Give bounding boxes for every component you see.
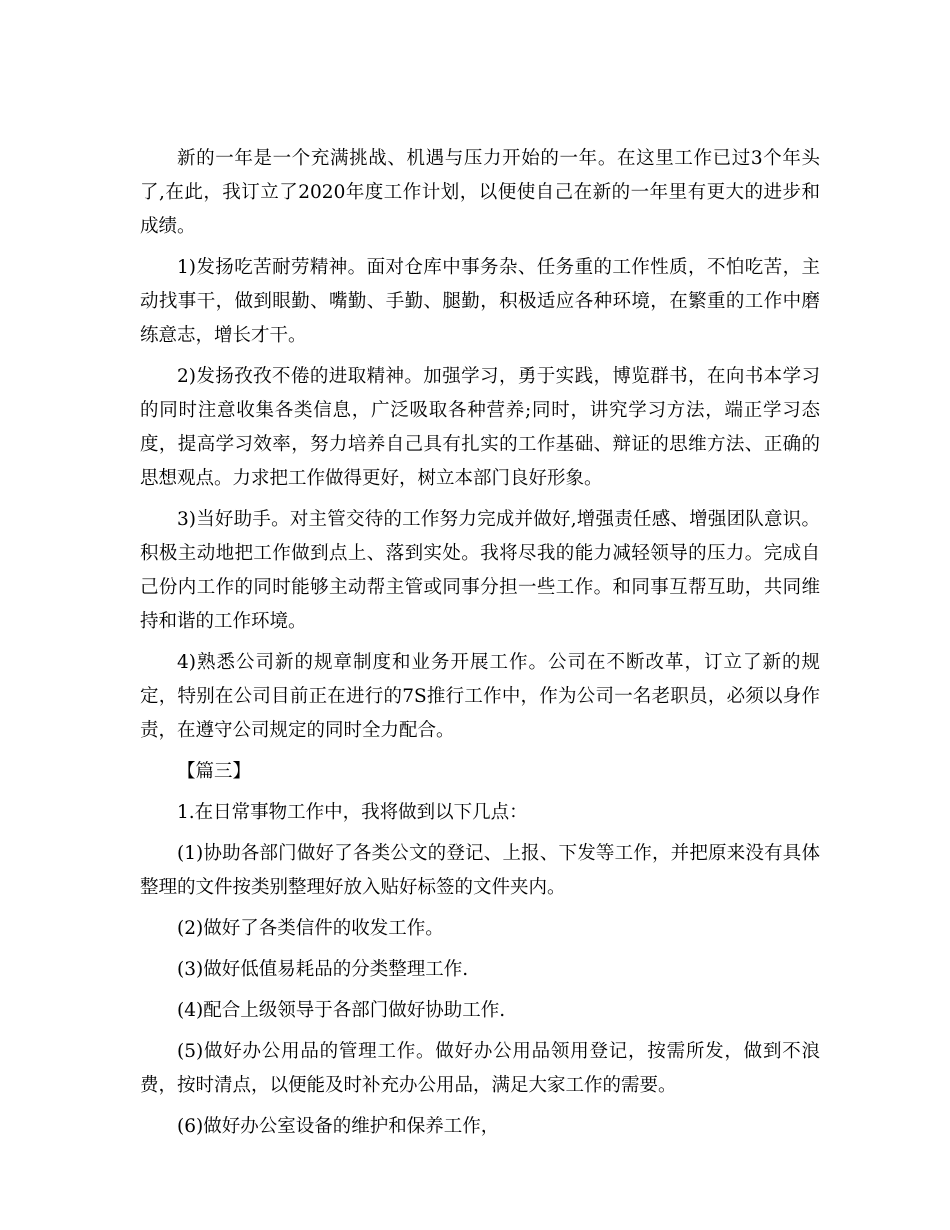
section-heading: 【篇三】 xyxy=(177,761,252,782)
paragraph-item-3: 3)当好助手。对主管交待的工作努力完成并做好,增强责任感、增强团队意识。积极主动地把工作做到点上、落到实处。我将尽我的能力减轻领导的压力。完成自己份内工作的同时能够主动帮主管或同事分担一些工作。和同事互帮互助，共同维持和谐的工作环境。 xyxy=(140,509,820,632)
paragraph-daily-work: 1.在日常事物工作中，我将做到以下几点： xyxy=(177,802,528,823)
paragraph-intro: 新的一年是一个充满挑战、机遇与压力开始的一年。在这里工作已过3个年头了,在此，我订立了2020年度工作计划，以便使自己在新的一年里有更大的进步和成绩。 xyxy=(140,148,820,237)
list-item-1: (1)协助各部门做好了各类公文的登记、上报、下发等工作，并把原来没有具体整理的文件按类别整理好放入贴好标签的文件夹内。 xyxy=(140,843,820,898)
list-item-5: (5)做好办公用品的管理工作。做好办公用品领用登记，按需所发，做到不浪费，按时清点，以便能及时补充办公用品，满足大家工作的需要。 xyxy=(140,1041,820,1096)
document-body xyxy=(140,142,820,1151)
list-item-2: (2)做好了各类信件的收发工作。 xyxy=(177,918,444,939)
list-item-4: (4)配合上级领导于各部门做好协助工作. xyxy=(177,1000,506,1021)
paragraph-item-2: 2)发扬孜孜不倦的进取精神。加强学习，勇于实践，博览群书，在向书本学习的同时注意收集各类信息，广泛吸取各种营养;同时，讲究学习方法，端正学习态度，提高学习效率，努力培养自己具有扎实的工作基础、辩证的思维方法、正确的思想观点。力求把工作做得更好，树立本部门良好形象。 xyxy=(140,366,820,489)
list-item-6: (6)做好办公室设备的维护和保养工作， xyxy=(177,1116,500,1137)
paragraph-item-4: 4)熟悉公司新的规章制度和业务开展工作。公司在不断改革，订立了新的规定，特别在公司目前正在进行的7S推行工作中，作为公司一名老职员，必须以身作责，在遵守公司规定的同时全力配合。 xyxy=(140,652,820,741)
list-item-3: (3)做好低值易耗品的分类整理工作. xyxy=(177,959,469,980)
paragraph-item-1: 1)发扬吃苦耐劳精神。面对仓库中事务杂、任务重的工作性质，不怕吃苦，主动找事干，做到眼勤、嘴勤、手勤、腿勤，积极适应各种环境，在繁重的工作中磨练意志，增长才干。 xyxy=(140,257,820,346)
